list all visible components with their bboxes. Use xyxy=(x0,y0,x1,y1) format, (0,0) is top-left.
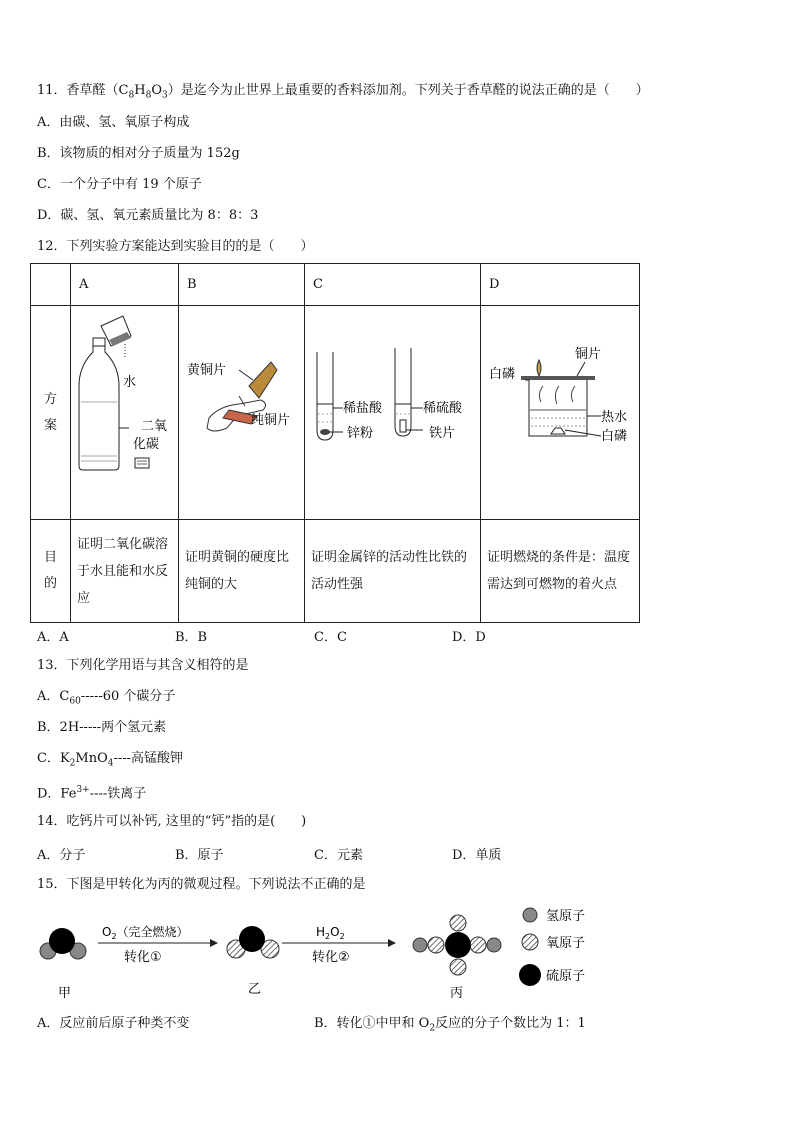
label-water: 水 xyxy=(123,375,137,390)
q11-option-a: A．由碳、氢、氧原子构成 xyxy=(37,115,190,130)
arrow1-label: 转化① xyxy=(124,950,162,965)
q13-option-d: D．$Fe^{3+}----$铁离子 xyxy=(37,785,147,802)
arrow2-label: 转化② xyxy=(312,950,350,965)
label-white-phosphorus-bottom: 白磷 xyxy=(601,429,628,444)
q11-option-c: C．一个分子中有 19 个原子 xyxy=(37,177,202,192)
q12-option-b: B．B xyxy=(175,630,208,645)
molecule-bing xyxy=(413,915,501,975)
figure-a xyxy=(71,306,179,520)
legend-hydrogen: 氢原子 xyxy=(546,909,586,924)
figure-d xyxy=(481,306,640,520)
q14-option-a: A．分子 xyxy=(37,848,86,863)
q14-option-b: B．原子 xyxy=(175,848,224,863)
q13-stem: 13．下列化学用语与其含义相符的是 xyxy=(37,658,249,673)
legend xyxy=(519,908,585,986)
q15-stem: 15．下图是甲转化为丙的微观过程。下列说法不正确的是 xyxy=(37,877,366,892)
q11-option-b: B．该物质的相对分子质量为 152g xyxy=(37,146,240,161)
brass-scratch-figure xyxy=(179,306,304,515)
micro-process-diagram xyxy=(30,905,630,1005)
q12-stem: 12．下列实验方案能达到实验目的的是（ ） xyxy=(37,239,314,254)
label-brass: 黄铜片 xyxy=(187,363,227,378)
label-zinc-powder: 锌粉 xyxy=(347,426,374,441)
test-tubes-figure xyxy=(305,306,480,515)
q11-option-d: D．碳、氢、氧元素质量比为 8：8：3 xyxy=(37,208,259,223)
q14-option-c: C．元素 xyxy=(314,848,363,863)
q13-option-c: C．$K_2MnO_4----$高锰酸钾 xyxy=(37,751,184,769)
arrow2-condition: $H_2O_2$ xyxy=(316,925,345,941)
label-jia: 甲 xyxy=(58,986,72,1001)
legend-sulfur: 硫原子 xyxy=(546,969,586,984)
q11-stem: 11．香草醛$(C_8H_8O_3)$是迄今为止世界上最重要的香料添加剂。下列关于香草醛的说法正确的是（ ） xyxy=(37,83,649,101)
purpose-d: 证明燃烧的条件是：温度需达到可燃物的着火点 xyxy=(481,520,640,623)
header-c: C xyxy=(305,264,481,306)
label-white-phosphorus-top: 白磷 xyxy=(489,367,516,382)
label-co2-line1: 二氧 xyxy=(141,419,168,434)
q12-option-c: C．C xyxy=(314,630,347,645)
header-a: A xyxy=(71,264,179,306)
header-d: D xyxy=(481,264,640,306)
q13-option-b: B．2H-----两个氢元素 xyxy=(37,720,167,735)
q14-stem: 14．吃钙片可以补钙, 这里的“钙”指的是( ) xyxy=(37,814,307,829)
row-label-purpose: 目 的 xyxy=(31,520,71,623)
table-corner xyxy=(31,264,71,306)
q14-option-d: D．单质 xyxy=(452,848,502,863)
q12-option-d: D．D xyxy=(452,630,486,645)
label-copper-sheet: 铜片 xyxy=(575,347,602,362)
purpose-b: 证明黄铜的硬度比纯铜的大 xyxy=(179,520,305,623)
label-co2-line2: 化碳 xyxy=(133,437,160,452)
label-iron-sheet: 铁片 xyxy=(429,426,456,441)
label-yi: 乙 xyxy=(248,982,262,997)
label-hot-water: 热水 xyxy=(601,410,628,425)
legend-oxygen: 氧原子 xyxy=(546,936,586,951)
figure-b xyxy=(179,306,305,520)
q13-option-a: A．$C_{60}-----60$ 个碳分子 xyxy=(37,689,176,707)
label-bing: 丙 xyxy=(450,986,464,1001)
label-hcl: 稀盐酸 xyxy=(343,401,383,416)
arrow1-condition: $O_2$（完全燃烧） xyxy=(102,925,189,941)
q12-option-a: A．A xyxy=(37,630,69,645)
label-h2so4: 稀硫酸 xyxy=(423,401,463,416)
q15-option-b: B．转化①中甲和 $O_2$反应的分子个数比为 1：1 xyxy=(314,1016,586,1034)
molecule-jia xyxy=(40,928,86,959)
purpose-c: 证明金属锌的活动性比铁的活动性强 xyxy=(305,520,481,623)
q15-option-a: A．反应前后原子种类不变 xyxy=(37,1016,190,1031)
figure-c xyxy=(305,306,481,520)
experiment-table xyxy=(30,263,640,623)
row-label-scheme: 方 案 xyxy=(31,306,71,520)
co2-bottle-figure xyxy=(71,306,178,515)
molecule-yi xyxy=(227,926,279,958)
label-pure-copper: 纯铜片 xyxy=(251,413,291,428)
combustion-figure xyxy=(481,306,639,515)
purpose-a: 证明二氧化碳溶于水且能和水反应 xyxy=(71,520,179,623)
header-b: B xyxy=(179,264,305,306)
